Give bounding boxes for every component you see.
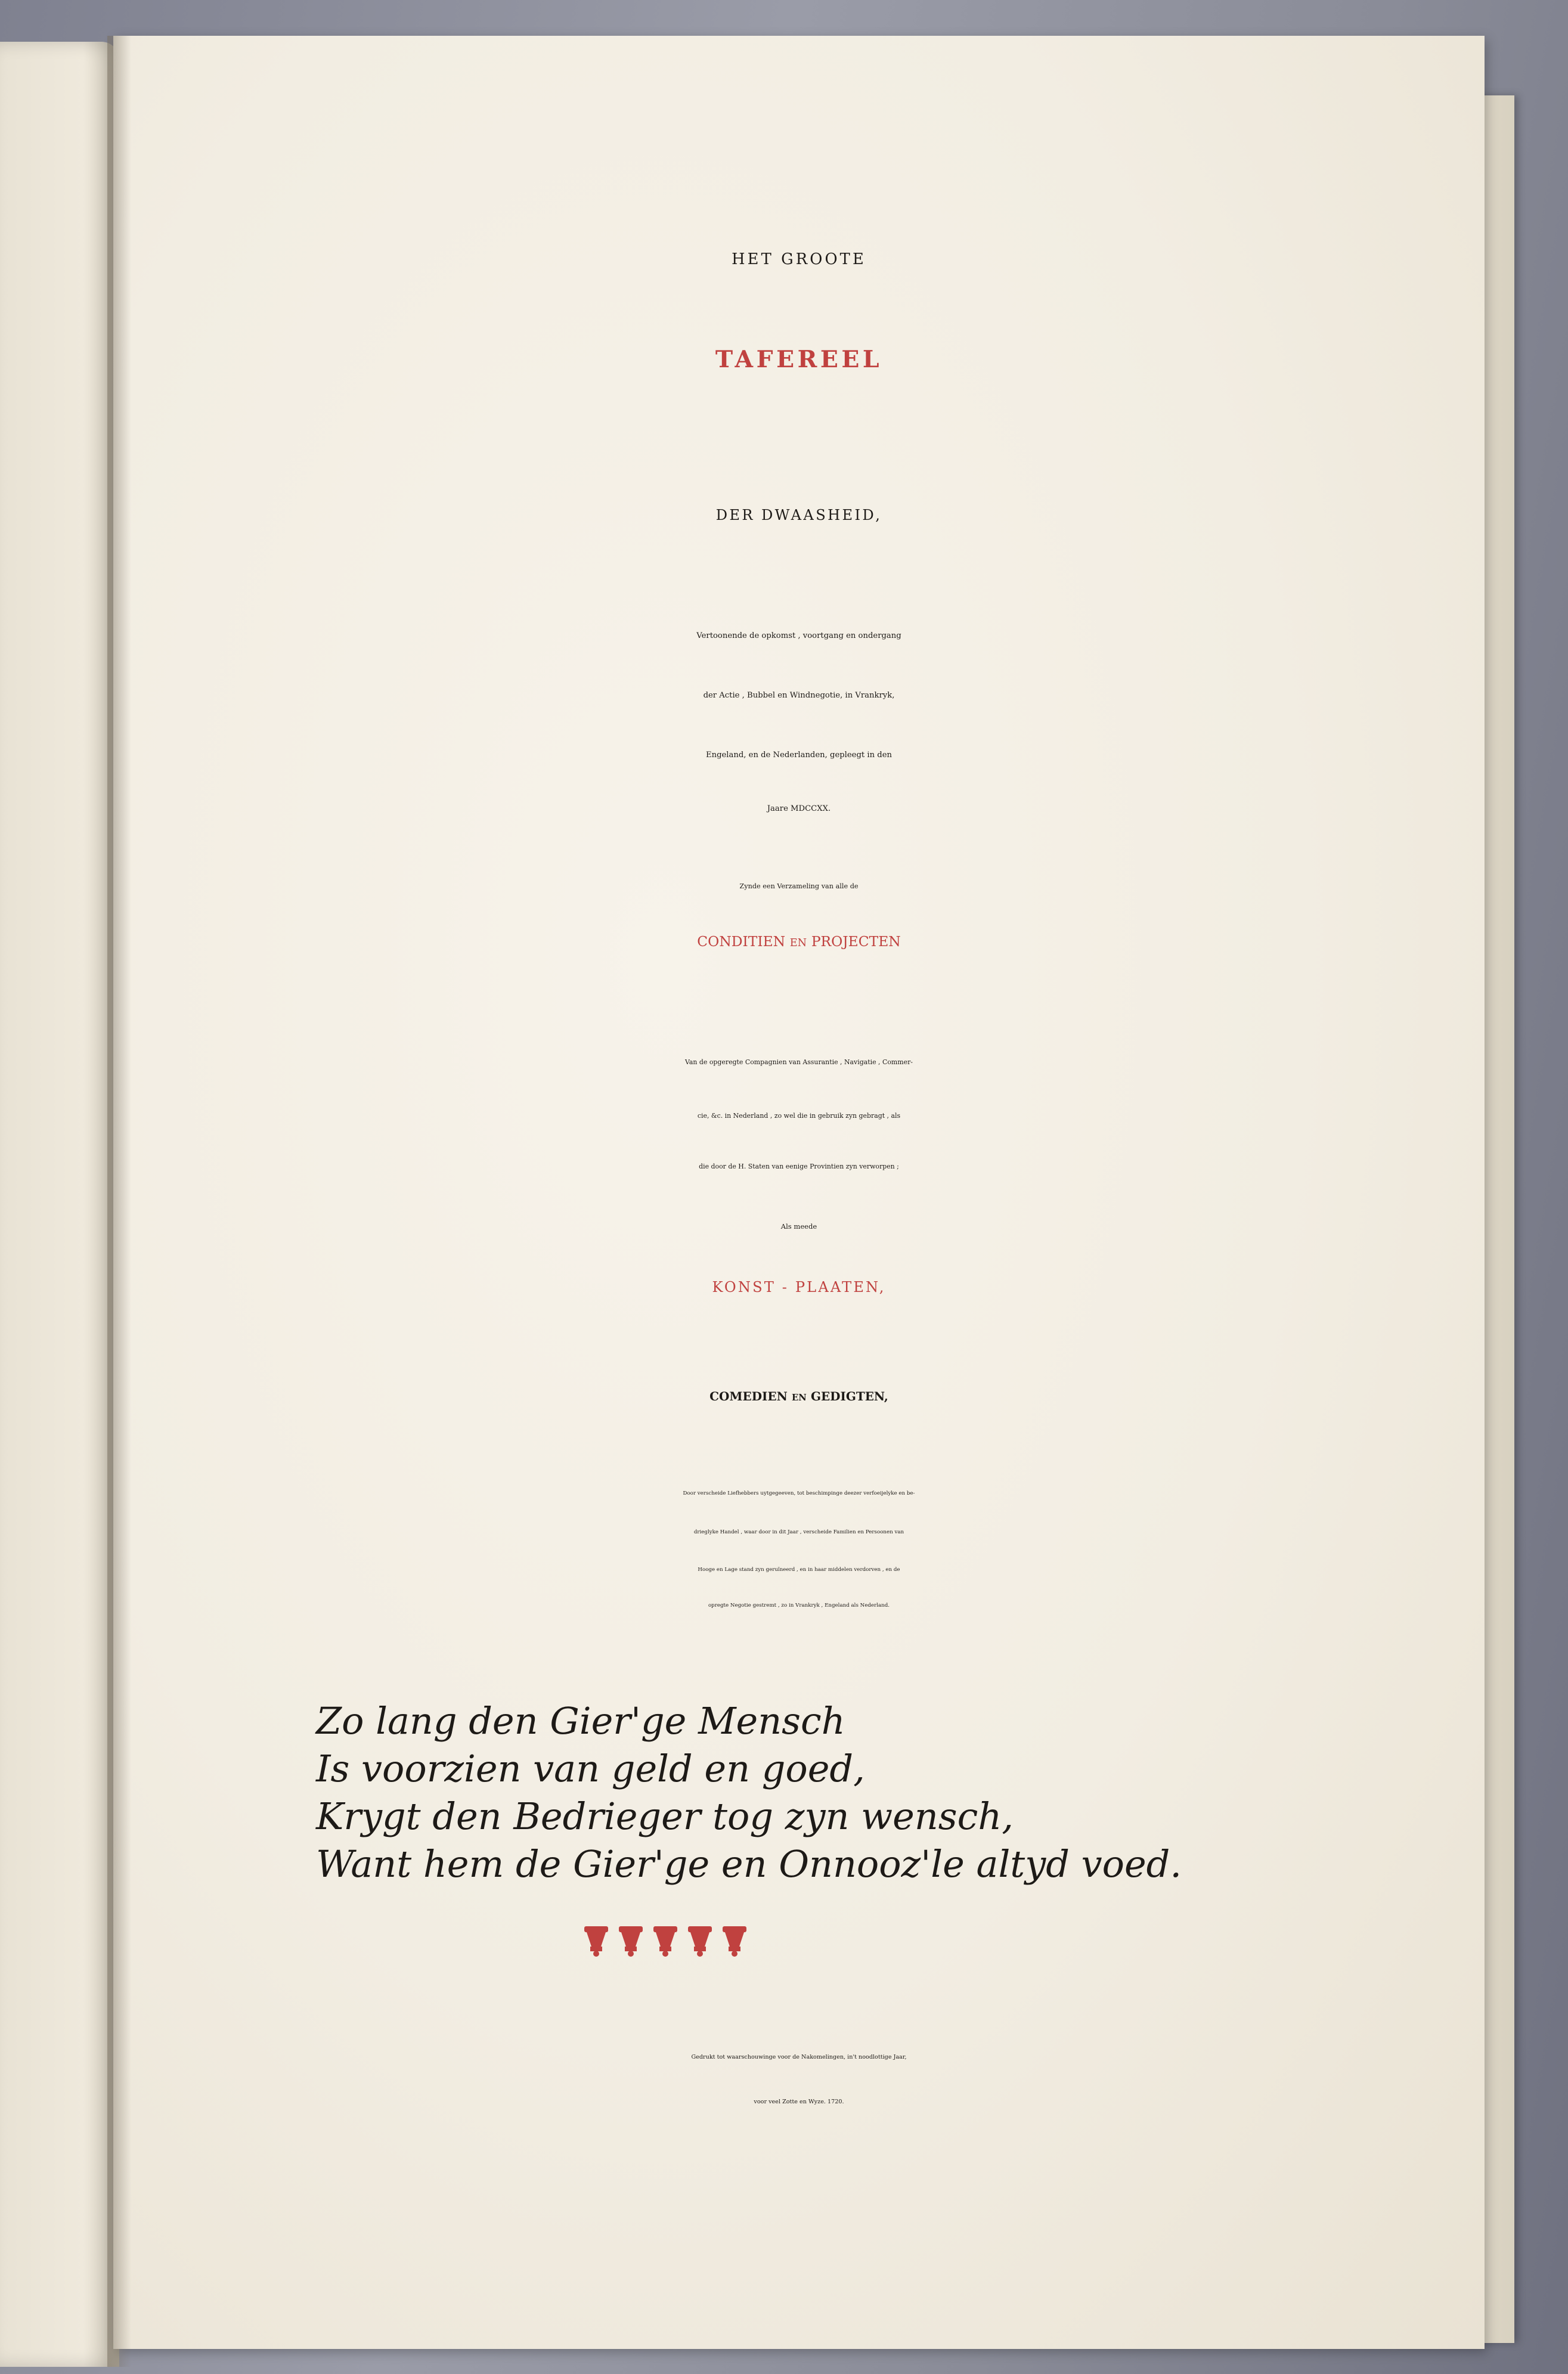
comedies-heading bbox=[113, 1389, 1485, 1403]
conditions-heading bbox=[113, 933, 1485, 950]
poems-word: GEDIGTEN, bbox=[810, 1389, 888, 1403]
title-line-het-groote: HET GROOTE bbox=[732, 250, 866, 268]
companies-line: Van de opgeregte Compagnien van Assurantie , Navigatie , Commer- bbox=[685, 1058, 913, 1066]
imprint-line: voor veel Zotte en Wyze. 1720. bbox=[754, 2099, 844, 2105]
projects-word: PROJECTEN bbox=[811, 933, 901, 950]
plates-heading: KONST - PLAATEN, bbox=[712, 1279, 886, 1296]
purpose-line: drieglyke Handel , waar door in dit Jaar , verscheide Familien en Persoonen van bbox=[693, 1529, 904, 1535]
description-line: Jaare MDCCXX. bbox=[767, 804, 831, 813]
comedies-word: COMEDIEN bbox=[709, 1389, 788, 1403]
connector-en: EN bbox=[789, 937, 807, 949]
purpose-line: Door verscheide Liefhebbers uytgegeeven, tot beschimpinge deezer verfoeijelyke en be- bbox=[683, 1490, 915, 1496]
verse-line: Krygt den Bedrieger tog zyn wensch, bbox=[316, 1795, 1014, 1838]
book-gutter-shadow bbox=[107, 36, 131, 2367]
left-page-edge bbox=[0, 42, 119, 2367]
title-line-der-dwaasheid: DER DWAASHEID, bbox=[715, 507, 882, 523]
description-line: der Actie , Bubbel en Windnegotie, in Vrankryk, bbox=[703, 691, 895, 700]
connector-en: EN bbox=[791, 1393, 807, 1403]
purpose-line: Hooge en Lage stand zyn geruïneerd , en in haar middelen verdorven , en de bbox=[698, 1567, 900, 1573]
title-page bbox=[113, 36, 1485, 2349]
purpose-line: opregte Negotie gestremt , zo in Vrankryk , Engeland als Nederland. bbox=[708, 1603, 890, 1609]
printers-ornament-icon bbox=[578, 1923, 757, 1958]
title-line-tafereel: TAFEREEL bbox=[715, 346, 883, 373]
description-line: Vertoonende de opkomst , voortgang en ondergang bbox=[696, 631, 901, 640]
companies-line: die door de H. Staten van eenige Provintien zyn verworpen ; bbox=[699, 1163, 899, 1170]
conditions-word: CONDITIEN bbox=[697, 933, 786, 950]
verse-line: Zo lang den Gier'ge Mensch bbox=[316, 1699, 845, 1743]
collection-intro: Zynde een Verzameling van alle de bbox=[739, 882, 859, 890]
verse-line: Is voorzien van geld en goed, bbox=[316, 1747, 865, 1790]
also-line: Als meede bbox=[780, 1222, 817, 1231]
verse-line: Want hem de Gier'ge en Onnooz'le altyd voed. bbox=[316, 1842, 1182, 1886]
companies-line: cie, &c. in Nederland , zo wel die in gebruik zyn gebragt , als bbox=[697, 1112, 901, 1120]
imprint-line: Gedrukt tot waarschouwinge voor de Nakomelingen, in't noodlottige Jaar, bbox=[691, 2054, 907, 2060]
description-line: Engeland, en de Nederlanden, gepleegt in den bbox=[705, 751, 892, 760]
